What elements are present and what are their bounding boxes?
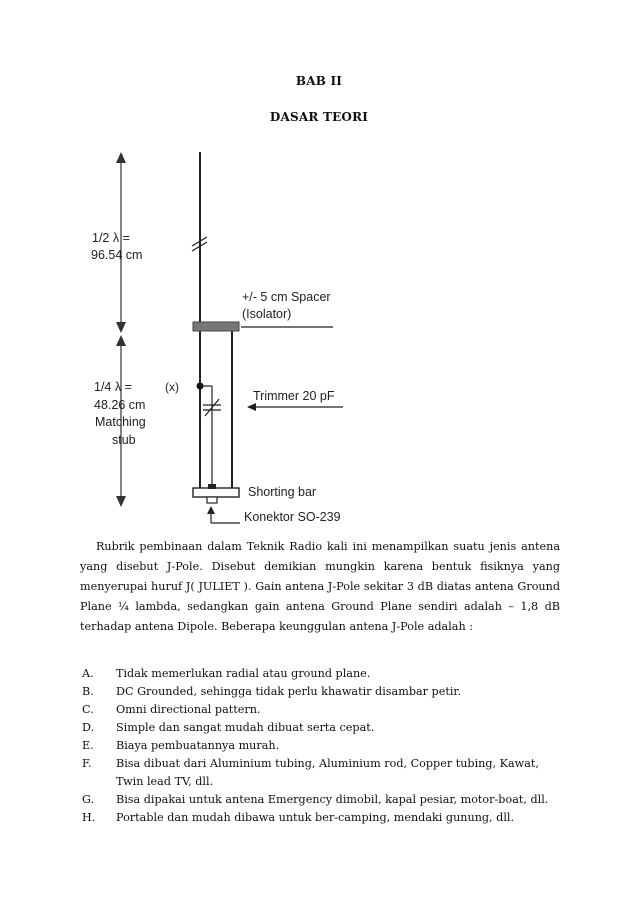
list-item-text: Simple dan sangat mudah dibuat serta cepat. [116, 721, 375, 734]
list-item-text: Bisa dibuat dari Aluminium tubing, Aluminium rod, Copper tubing, Kawat, Twin lead TV, dll. [116, 757, 539, 788]
quarter-wave-label [94, 380, 146, 447]
half-wave-label [91, 231, 142, 262]
list-marker: E. [82, 739, 94, 752]
tap-point-label: (x) [165, 380, 179, 394]
advantages-list [80, 665, 560, 827]
list-marker: A. [82, 667, 94, 680]
svg-text:1/4 λ =: 1/4 λ = [94, 380, 132, 394]
svg-text:+/- 5 cm Spacer: +/- 5 cm Spacer [242, 290, 331, 304]
list-item [80, 791, 560, 809]
list-item-text: Biaya pembuatannya murah. [116, 739, 280, 752]
list-item [80, 683, 560, 701]
chapter-title: DASAR TEORI [269, 110, 369, 124]
list-marker: D. [82, 721, 95, 734]
list-item [80, 665, 560, 683]
list-item [80, 701, 560, 719]
list-item [80, 809, 560, 827]
svg-text:96.54 cm: 96.54 cm [91, 248, 143, 262]
svg-text:1/2 λ =: 1/2 λ = [92, 231, 130, 245]
trimmer-label: Trimmer 20 pF [253, 389, 335, 403]
list-item-text: DC Grounded, sehingga tidak perlu khawatir disambar petir. [116, 685, 462, 698]
svg-text:stub: stub [112, 433, 136, 447]
list-item-text: Tidak memerlukan radial atau ground plane. [116, 667, 371, 680]
j-pole-antenna-diagram [0, 130, 638, 530]
spacer-isolator [193, 322, 239, 331]
so-239-connector [207, 497, 217, 503]
spacer-label [242, 290, 331, 321]
list-item-text: Portable dan mudah dibawa untuk ber-camping, mendaki gunung, dll. [116, 811, 515, 824]
shorting-bar-clamp [208, 484, 216, 489]
svg-text:(Isolator): (Isolator) [242, 307, 292, 321]
list-marker: C. [82, 703, 94, 716]
list-item [80, 719, 560, 737]
svg-text:48.26 cm: 48.26 cm [94, 398, 146, 412]
connector-label: Konektor SO-239 [244, 510, 341, 524]
list-marker: B. [82, 685, 94, 698]
list-item [80, 737, 560, 755]
shorting-bar [193, 488, 239, 497]
connector-arrow [207, 506, 240, 523]
list-marker: H. [82, 811, 96, 824]
intro-paragraph [80, 537, 560, 637]
trimmer-arrow [247, 403, 343, 411]
shorting-bar-label: Shorting bar [248, 485, 317, 499]
chapter-heading: BAB II [295, 74, 343, 88]
svg-text:Matching: Matching [95, 415, 146, 429]
list-item-text: Bisa dipakai untuk antena Emergency dimobil, kapal pesiar, motor-boat, dll. [116, 793, 549, 806]
list-marker: G. [82, 793, 95, 806]
list-item-text: Omni directional pattern. [116, 703, 261, 716]
list-marker: F. [82, 757, 92, 770]
list-item [80, 755, 560, 791]
intro-paragraph-text: Rubrik pembinaan dalam Teknik Radio kali ini menampilkan suatu jenis antena yang disebut J-Pole. Disebut demikian mungkin karena bentuk fisiknya yang menyerupai huruf J( JULIET ). Gain antena J-Pole sekitar 3 dB diatas antena Ground Plane ¼ lambda, sedangkan gain antena Ground Plane sendiri adalah – 1,8 dB terhadap antena Dipole. Beberapa keunggulan antena J-Pole adalah : [80, 540, 560, 633]
